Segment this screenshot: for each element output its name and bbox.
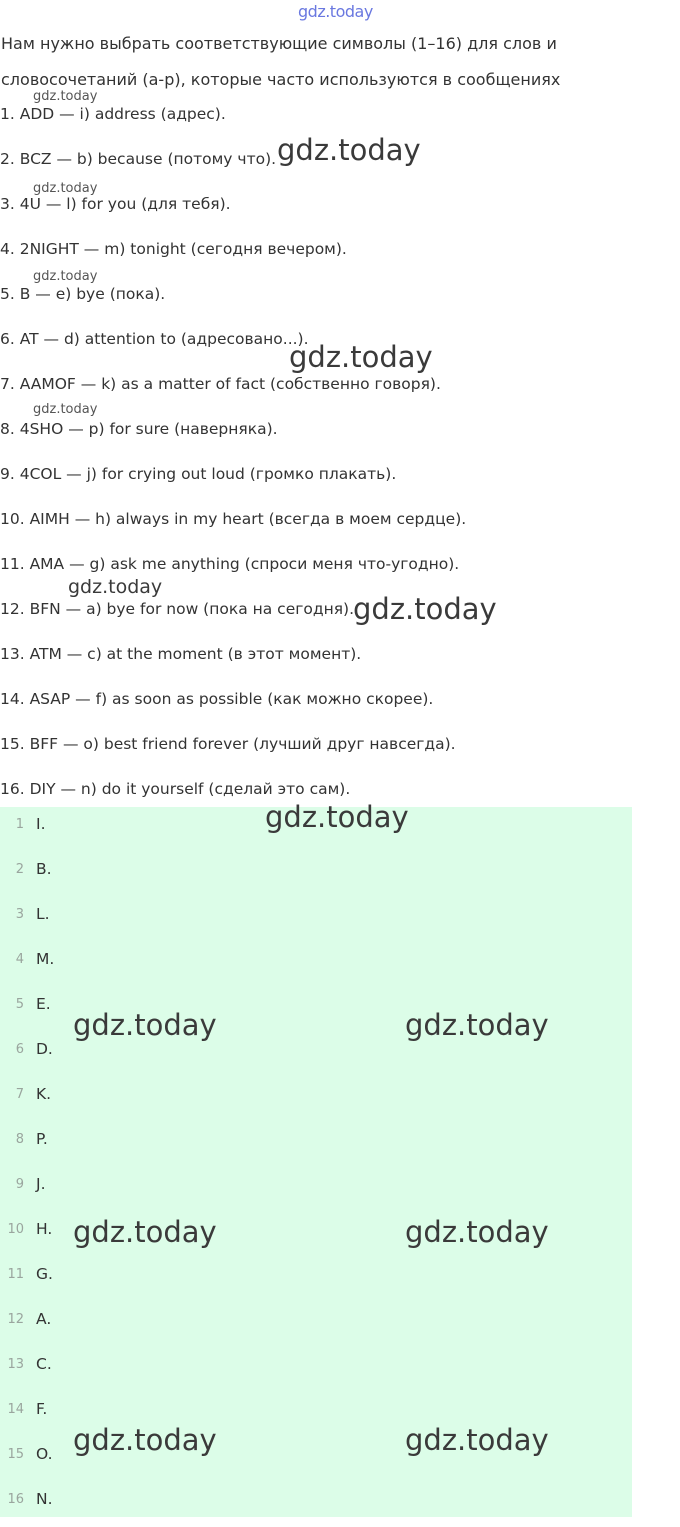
answer-number: 8 [15,1132,24,1147]
watermark: gdz.today [68,576,163,598]
answer-number: 10 [7,1222,24,1237]
match-item: 4. 2NIGHT — m) tonight (сегодня вечером). [0,240,347,258]
answer-row [0,942,632,987]
watermark: gdz.today [73,1423,217,1457]
answer-row [0,1302,632,1347]
watermark: gdz.today [33,89,98,104]
answer-number: 6 [15,1042,24,1057]
answer-value: P. [36,1130,48,1148]
answer-number: 2 [15,862,24,877]
match-item: 10. AIMH — h) always in my heart (всегда в моем сердце). [0,510,467,528]
match-item: 2. BCZ — b) because (потому что). [0,150,277,168]
answer-number: 15 [7,1447,24,1462]
answer-number: 9 [15,1177,24,1192]
watermark: gdz.today [33,181,98,196]
watermark: gdz.today [73,1215,217,1249]
answer-number: 14 [7,1402,24,1417]
answer-number: 4 [15,952,24,967]
answer-value: O. [36,1445,53,1463]
answer-number: 5 [15,997,24,1012]
answer-row [0,852,632,897]
answer-value: D. [36,1040,53,1058]
match-item: 13. ATM — c) at the moment (в этот момент). [0,645,362,663]
answer-value: M. [36,950,55,968]
answer-value: L. [36,905,50,923]
match-item: 16. DIY — n) do it yourself (сделай это сам). [0,780,351,798]
match-item: 8. 4SHO — p) for sure (наверняка). [0,420,278,438]
answer-value: I. [36,815,46,833]
answer-number: 1 [15,817,24,832]
answer-row [0,897,632,942]
match-item: 12. BFN — a) bye for now (пока на сегодня). [0,600,355,618]
watermark: gdz.today [405,1423,549,1457]
answer-value: N. [36,1490,53,1508]
match-item: 15. BFF — o) best friend forever (лучший друг навсегда). [0,735,456,753]
match-item: 1. ADD — i) address (адрес). [0,105,226,123]
watermark: gdz.today [277,133,421,167]
watermark: gdz.today [33,269,98,284]
answer-value: A. [36,1310,52,1328]
answer-value: F. [36,1400,48,1418]
answer-value: J. [36,1175,46,1193]
watermark: gdz.today [405,1215,549,1249]
answer-number: 11 [7,1267,24,1282]
answer-value: K. [36,1085,52,1103]
match-item: 3. 4U — l) for you (для тебя). [0,195,231,213]
answer-row [0,1347,632,1392]
answer-number: 3 [15,907,24,922]
answer-number: 16 [7,1492,24,1507]
match-item: 11. AMA — g) ask me anything (спроси меня что-угодно). [0,555,460,573]
answer-number: 12 [7,1312,24,1327]
answer-number: 13 [7,1357,24,1372]
match-item: 7. AAMOF — k) as a matter of fact (собственно говоря). [0,375,441,393]
answer-value: B. [36,860,52,878]
watermark: gdz.today [33,402,98,417]
answer-row [0,1257,632,1302]
answer-row [0,1122,632,1167]
match-item: 9. 4COL — j) for crying out loud (громко плакать). [0,465,397,483]
watermark: gdz.today [289,340,433,374]
answer-row [0,1167,632,1212]
watermark: gdz.today [73,1008,217,1042]
match-item: 14. ASAP — f) as soon as possible (как можно скорее). [0,690,434,708]
intro-line-1: Нам нужно выбрать соответствующие символы (1–16) для слов и [1,34,557,53]
intro-line-2: словосочетаний (a-p), которые часто используются в сообщениях [1,70,561,89]
answer-value: C. [36,1355,52,1373]
site-logo[interactable]: gdz.today [298,2,373,21]
watermark: gdz.today [265,800,409,834]
watermark: gdz.today [405,1008,549,1042]
answer-value: H. [36,1220,53,1238]
answer-value: E. [36,995,51,1013]
answer-row [0,1077,632,1122]
answer-row [0,1482,632,1527]
watermark: gdz.today [353,592,497,626]
answer-value: G. [36,1265,53,1283]
answer-number: 7 [15,1087,24,1102]
match-item: 5. B — e) bye (пока). [0,285,166,303]
match-item: 6. AT — d) attention to (адресовано...). [0,330,309,348]
answers-panel [0,807,632,1517]
